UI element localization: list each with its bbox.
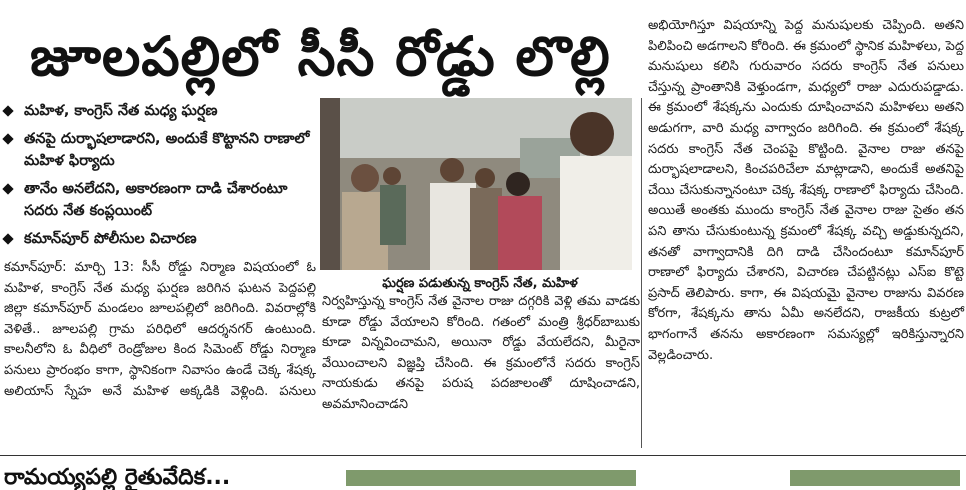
article-headline: జూలపల్లిలో సీసీ రోడ్డు లొల్లి <box>30 25 611 88</box>
bullet-text: తానేం అనలేదని, అకారణంగా దాడి చేశారంటూ సదరు నేత కంప్లయింట్ <box>24 181 288 219</box>
bullet-item <box>0 178 318 222</box>
column-2-paragraph: నిర్వహిస్తున్న కాంగ్రెస్ నేత వైనాల రాజు దగ్గరికి వెళ్లి తమ వాడకు కూడా రోడ్డు వేయాలని కోరింది. గతంలో మంత్రి శ్రీధర్‌బాబుకు కూడా విన్నవించామని, అయినా రోడ్డు వేయలేదని, మీరైనా వేయించాలని విజ్ఞప్తి చేసింది. ఈ క్రమంలోనే సదరు కాంగ్రెస్ నాయకుడు తనపై పరుష పదజాలంతో దూషించాడని, అవమానించాడని <box>322 294 640 412</box>
article-bottom-rule <box>0 455 966 456</box>
photo-caption: ఘర్షణ పడుతున్న కాంగ్రెస్ నేత, మహిళ <box>382 276 578 291</box>
next-article-headline: రామయ్యపల్లి రైతువేదిక... <box>4 465 231 490</box>
bullet-list <box>0 100 318 256</box>
bullet-text: మహిళ, కాంగ్రెస్ నేత మధ్య ఘర్షణ <box>24 103 218 119</box>
bullet-item <box>0 228 318 250</box>
news-photo <box>320 98 632 270</box>
bullet-icon <box>4 135 18 143</box>
bullet-item <box>0 128 318 172</box>
bullet-item <box>0 100 318 122</box>
bullet-icon <box>4 185 18 193</box>
column-2-body <box>322 292 640 416</box>
column-divider <box>641 98 642 448</box>
bullet-icon <box>4 235 18 243</box>
news-photo-illustration <box>320 98 632 270</box>
next-article-photo-2 <box>790 470 960 486</box>
column-1-paragraph: కమాన్‌పూర్: మార్చి 13: సీసీ రోడ్డు నిర్మాణ విషయంలో ఓ మహిళ, కాంగ్రెస్ నేత మధ్య ఘర్షణ జరిగిన ఘటన పెద్దపల్లి జిల్లా కమాన్‌పూర్ మండలం జూలపల్లిలో జరిగింది. వివరాల్లోకి వెళితే.. జూలపల్లి గ్రామ పరిధిలో ఆదర్శనగర్ ఉంటుంది. కాలనీలోని ఓ వీధిలో రెండ్రోజుల కింద సిమెంట్ రోడ్డు నిర్మాణ పనులు ప్రారంభం కాగా, స్థానికంగా నివాసం ఉండే చెక్క శేషక్క అలియాస్ స్నేహ అనే మహిళ అక్కడికి వెళ్లింది. పనులు <box>4 260 316 399</box>
next-article-photo <box>346 470 636 486</box>
column-3-body <box>648 16 964 366</box>
column-1-body <box>4 258 316 402</box>
bullet-icon <box>4 107 18 115</box>
column-3-paragraph: అభియోగిస్తూ విషయాన్ని పెద్ద మనుషులకు చెప్పింది. అతని పిలిపించి అడగాలని కోరింది. ఈ క్రమంలో స్థానిక మహిళలు, పెద్ద మనుషులు కలిసి గురువారం సదరు కాంగ్రెస్ నేత పనులు చేస్తున్న ప్రాంతానికి వెళ్తుండగా, మధ్యలో రాజు ఎదురుపడ్డాడు. ఈ క్రమంలో శేషక్కను ఎందుకు దూషించావని మహిళలు అతని అడుగగా, వారి మధ్య వాగ్వాదం జరిగింది. ఈ క్రమంలో శేషక్క సదరు కాంగ్రెస్ నేత చెంపపై కొట్టింది. వైనాల రాజు తనపై దుర్భాషలాడాలని, కించపరిచేలా మాట్లాడాని, అందుకే అతనిపై చేయి చేసుకున్నానంటూ చెక్క శేషక్క రాణాలో ఫిర్యాదు చేసింది. అయితే అంతకు ముందు కాంగ్రెస్ నేత వైనాల రాజు సైతం తన పని తాను చేసుకుంటున్న క్రమంలో శేషక్క వచ్చి అడ్డుకున్నదని, తనతో వాగ్వాదానికి దిగి దాడి చేసిందంటూ కమాన్‌పూర్ రాణాలో ఫిర్యాదు చేశారని, విచారణ చేపట్టినట్లు ఎస్ఐ కొట్టె ప్రసాద్ తెలిపారు. కాగా, ఈ విషయమై వైనాల రాజును వివరణ కోరగా, శేషక్కను తాను ఏమీ అనలేదని, రాజకీయ కుట్రలో భాగంగానే తనను అకారణంగా సమస్యల్లో ఇరికిస్తున్నారని వెల్లడించారు. <box>648 18 964 363</box>
bullet-text: తనపై దుర్భాషలాడారని, అందుకే కొట్టానని రాణాలో మహిళ ఫిర్యాదు <box>24 131 310 169</box>
bullet-text: కమాన్‌పూర్ పోలీసుల విచారణ <box>24 231 197 247</box>
